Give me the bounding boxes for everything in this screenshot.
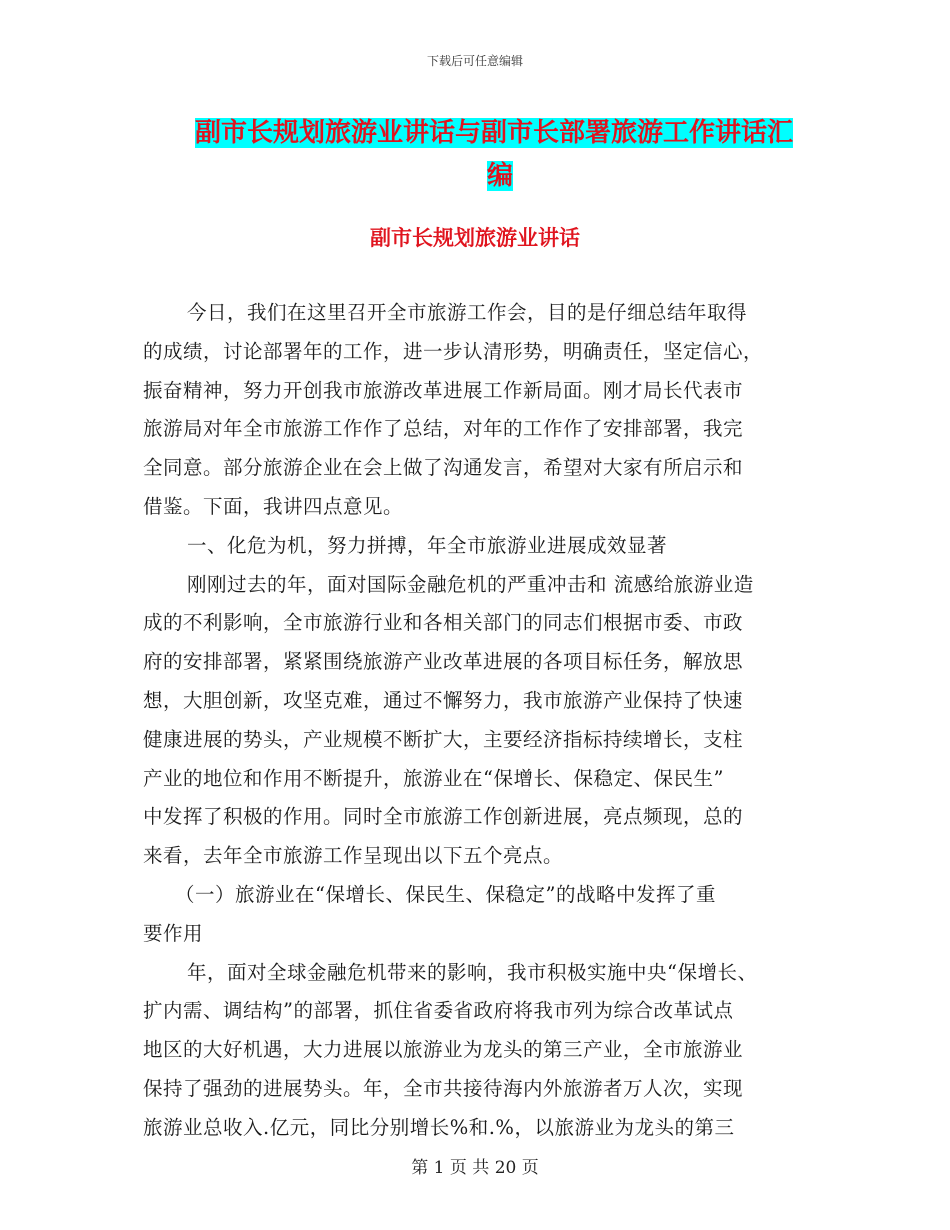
paragraph-line: 全同意。部分旅游企业在会上做了沟通发言，希望对大家有所启示和: [143, 456, 744, 480]
title-line-1: 副市长规划旅游业讲话与副市长部署旅游工作讲话汇: [195, 118, 794, 148]
section-title: 副市长规划旅游业讲话: [370, 225, 580, 250]
document-title: [195, 112, 805, 198]
paragraph-line: 的成绩，讨论部署年的工作，进一步认清形势，明确责任，坚定信心，: [143, 339, 764, 363]
paragraph-line: 健康进展的势头，产业规模不断扩大，主要经济指标持续增长，支柱: [143, 727, 744, 751]
paragraph-line: 来看，去年全市旅游工作呈现出以下五个亮点。: [143, 844, 564, 868]
header-note: 下载后可任意编辑: [426, 54, 523, 68]
paragraph-line: 刚刚过去的年，面对国际金融危机的严重冲击和 流感给旅游业造: [187, 572, 754, 596]
paragraph-line: 旅游局对年全市旅游工作作了总结，对年的工作作了安排部署，我完: [143, 417, 744, 441]
paragraph-line: 扩内需、调结构”的部署，抓住省委省政府将我市列为综合改革试点: [143, 999, 734, 1023]
paragraph-line: 府的安排部署，紧紧围绕旅游产业改革进展的各项目标任务，解放思: [143, 650, 744, 674]
paragraph-line: 产业的地位和作用不断提升，旅游业在“保增长、保稳定、保民生”: [143, 766, 724, 790]
body-text: [143, 294, 813, 1148]
paragraph-line: 中发挥了积极的作用。同时全市旅游工作创新进展，亮点频现，总的: [143, 805, 744, 829]
paragraph-line: 年，面对全球金融危机带来的影响，我市积极实施中央“保增长、: [187, 960, 758, 984]
heading-line: 一、化危为机，努力拼搏，年全市旅游业进展成效显著: [187, 533, 668, 557]
subheading-line: 要作用: [143, 921, 204, 945]
paragraph-line: 成的不利影响，全市旅游行业和各相关部门的同志们根据市委、市政: [143, 611, 744, 635]
paragraph-line: 旅游业总收入.亿元，同比分别增长%和.%，以旅游业为龙头的第三: [143, 1115, 735, 1139]
paragraph-line: 地区的大好机遇，大力进展以旅游业为龙头的第三产业，全市旅游业: [143, 1038, 744, 1062]
paragraph-line: 振奋精神，努力开创我市旅游改革进展工作新局面。刚才局长代表市: [143, 378, 744, 402]
title-line-2: 编: [486, 161, 513, 191]
paragraph-line: 今日，我们在这里召开全市旅游工作会，目的是仔细总结年取得: [187, 301, 748, 324]
paragraph-line: 想，大胆创新，攻坚克难，通过不懈努力，我市旅游产业保持了快速: [143, 688, 744, 712]
paragraph-line: 借鉴。下面，我讲四点意见。: [143, 494, 404, 518]
page-footer: 第 1 页 共 20 页: [411, 1158, 539, 1178]
subheading-line: （一）旅游业在“保增长、保民生、保稳定”的战略中发挥了重: [175, 882, 716, 906]
paragraph-line: 保持了强劲的进展势头。年，全市共接待海内外旅游者万人次，实现: [143, 1076, 744, 1100]
